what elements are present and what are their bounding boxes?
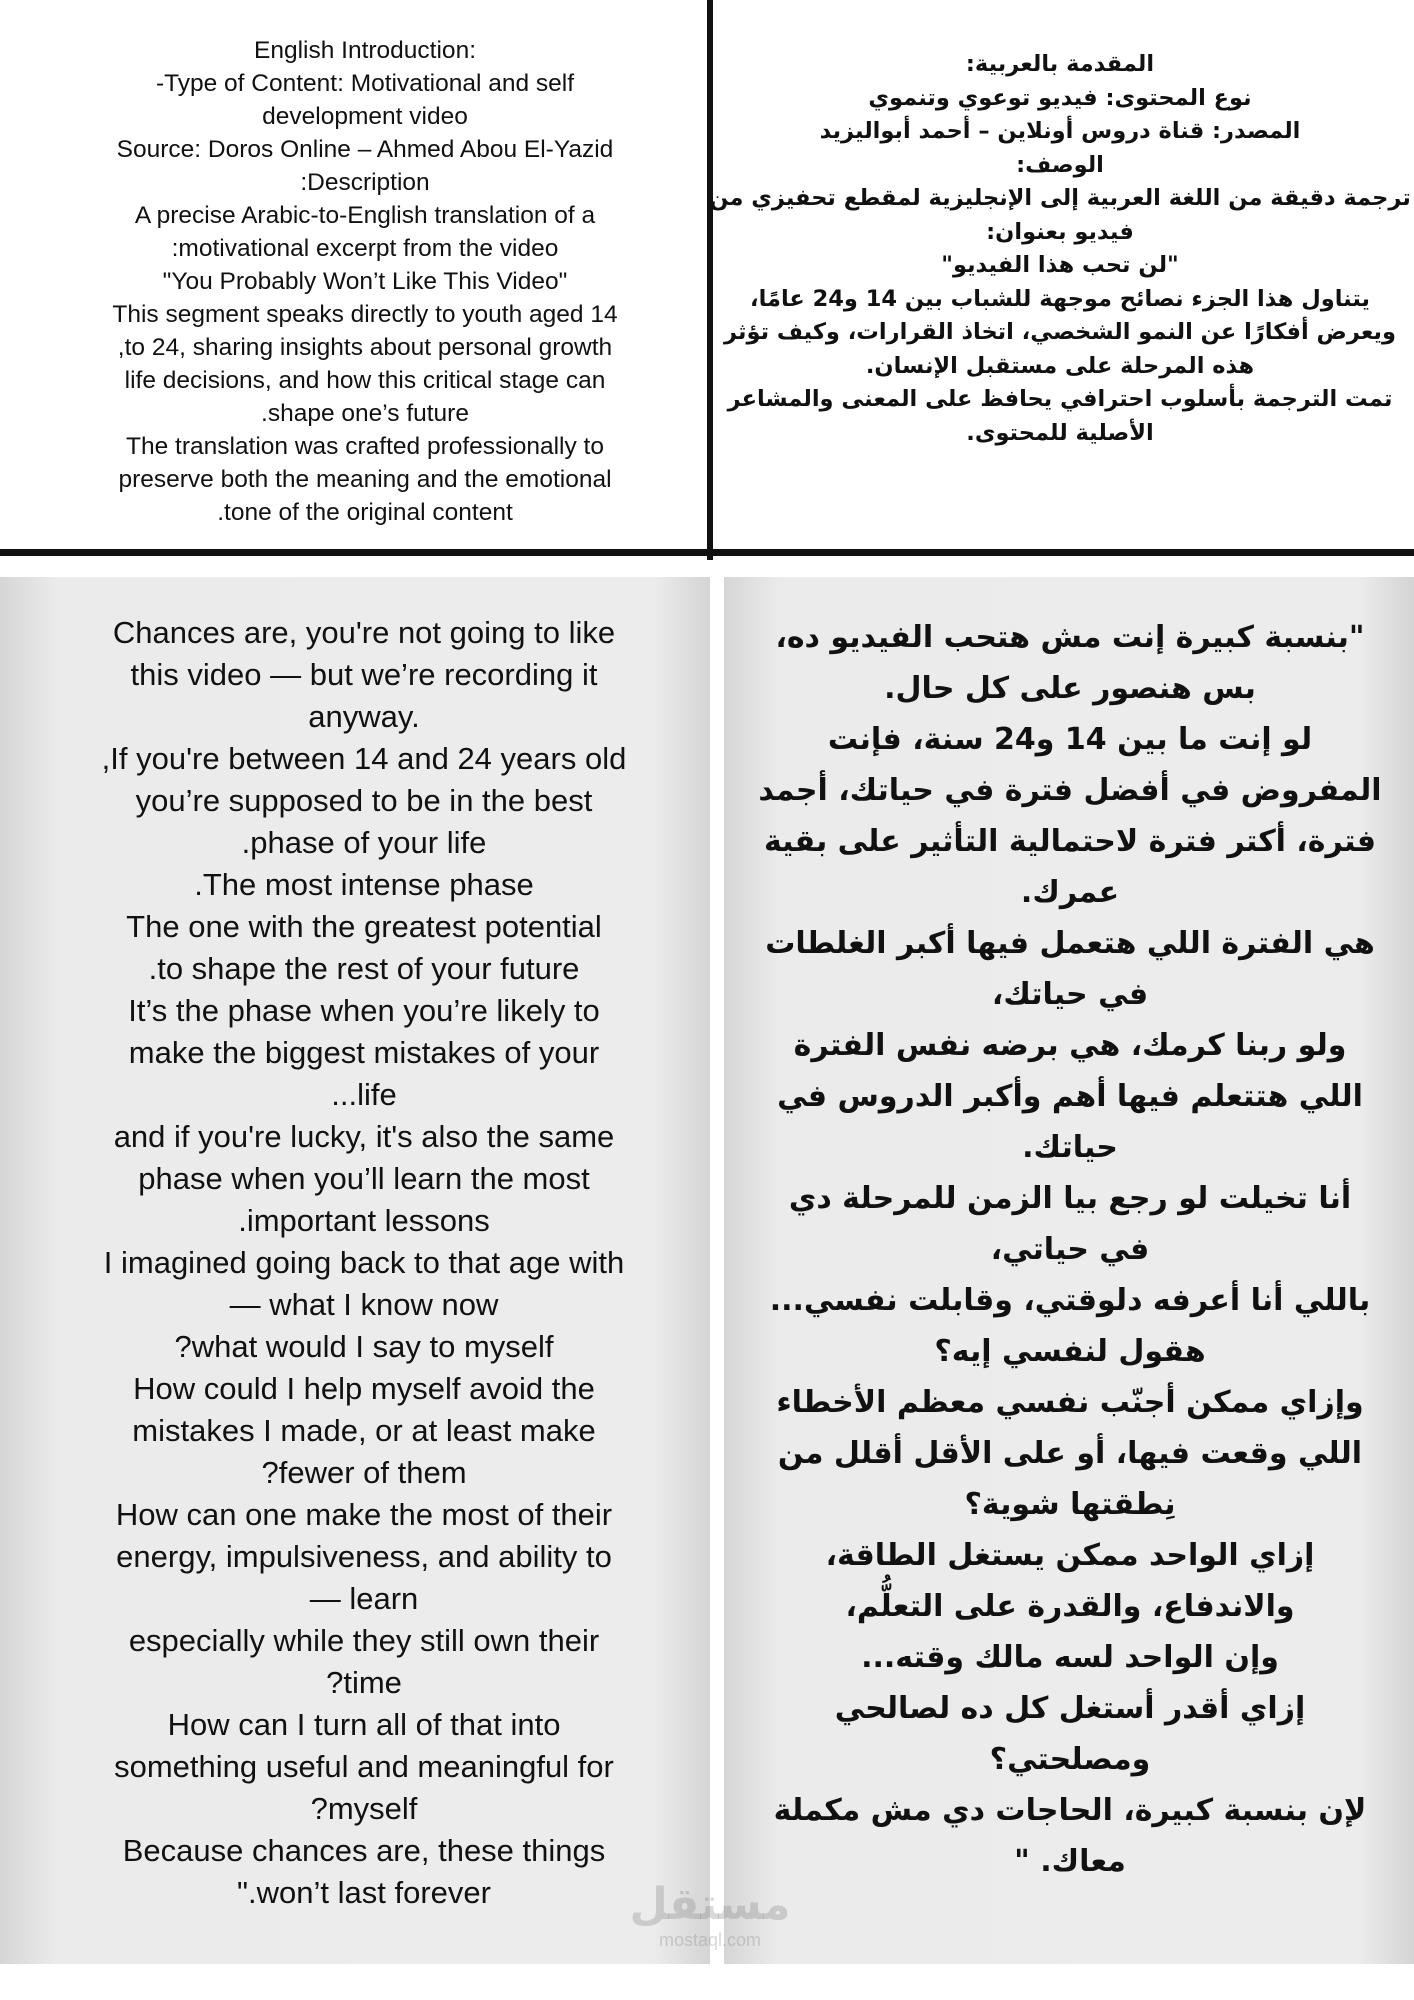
original-line: اللي وقعت فيها، أو على الأقل أقلل من — [777, 1436, 1363, 1471]
watermark-latin: mostaql.com — [658, 1930, 762, 1950]
intro-en-line: .shape one’s future — [261, 400, 469, 427]
intro-en-line: ,to 24, sharing insights about personal growth — [117, 334, 613, 361]
translation-line: ?time — [326, 1665, 402, 1700]
original-line: في حياتك، — [991, 977, 1149, 1012]
intro-ar-line: الأصلية للمحتوى. — [966, 419, 1154, 446]
original-line: باللي أنا أعرفه دلوقتي، وقابلت نفسي... — [769, 1283, 1371, 1318]
intro-en-line: A precise Arabic-to-English translation of a — [134, 202, 596, 229]
original-line: لو إنت ما بين 14 و24 سنة، فإنت — [827, 722, 1313, 757]
original-line: اللي هتتعلم فيها أهم وأكبر الدروس في — [777, 1079, 1363, 1114]
original-line: بس هنصور على كل حال. — [884, 671, 1256, 706]
translation-line: this video — but we’re recording it — [130, 657, 598, 692]
original-line: معاك. " — [1014, 1844, 1126, 1879]
translation-line: How could I help myself avoid the — [133, 1371, 595, 1406]
original-line: إزاي الواحد ممكن يستغل الطاقة، — [825, 1538, 1315, 1573]
intro-section — [0, 0, 1414, 560]
translation-line: — learn — [309, 1581, 419, 1616]
intro-en-line: life decisions, and how this critical stage can — [124, 367, 606, 394]
intro-ar-line: "لن تحب هذا الفيديو" — [941, 252, 1179, 278]
original-line: أنا تخيلت لو رجع بيا الزمن للمرحلة دي — [788, 1181, 1352, 1216]
translation-line: you’re supposed to be in the best — [135, 783, 593, 818]
translation-line: energy, impulsiveness, and ability to — [116, 1539, 612, 1574]
translation-line: especially while they still own their — [128, 1623, 600, 1658]
translation-line: Chances are, you're not going to like — [112, 615, 616, 650]
horizontal-divider — [0, 549, 1414, 556]
translation-line: .phase of your life — [241, 825, 487, 860]
intro-ar-line: يتناول هذا الجزء نصائح موجهة للشباب بين 14 و24 عامًا، — [750, 285, 1370, 312]
intro-en-line: :Description — [300, 169, 430, 196]
translation-line: The one with the greatest potential — [126, 909, 602, 944]
translation-line: How can one make the most of their — [115, 1497, 613, 1532]
translation-line: ?what would I say to myself — [174, 1329, 554, 1364]
intro-en-line: .tone of the original content — [217, 499, 513, 526]
intro-ar-line: ترجمة دقيقة من اللغة العربية إلى الإنجليزية لمقطع تحفيزي من — [709, 185, 1411, 211]
original-line: ولو ربنا كرمك، هي برضه نفس الفترة — [793, 1028, 1347, 1063]
original-line: وإن الواحد لسه مالك وقته... — [861, 1640, 1279, 1675]
translation-line: and if you're lucky, it's also the same — [113, 1119, 615, 1154]
intro-en-line: -Type of Content: Motivational and self — [155, 70, 575, 97]
translation-line: .to shape the rest of your future — [148, 951, 580, 986]
original-line: ومصلحتي؟ — [989, 1742, 1151, 1777]
intro-en-line: :motivational excerpt from the video — [171, 235, 559, 262]
original-line: هقول لنفسي إيه؟ — [934, 1334, 1206, 1369]
original-line: نِطقتها شوية؟ — [964, 1487, 1176, 1522]
intro-en-line: development video — [262, 103, 468, 130]
arabic-original — [740, 612, 1400, 1887]
original-line: "بنسبة كبيرة إنت مش هتحب الفيديو ده، — [775, 620, 1365, 655]
intro-ar-line: هذه المرحلة على مستقبل الإنسان. — [865, 352, 1255, 379]
original-line: وإزاي ممكن أجنّب نفسي معظم الأخطاء — [776, 1385, 1364, 1420]
english-translation — [40, 612, 688, 1914]
intro-ar-line: فيديو بعنوان: — [986, 218, 1134, 245]
watermark-arabic: مستقل — [629, 1879, 791, 1930]
translation-line: phase when you’ll learn the most — [138, 1161, 590, 1196]
translation-line: ...life — [331, 1077, 397, 1112]
intro-en-line: preserve both the meaning and the emotional — [118, 466, 612, 493]
translation-line: I imagined going back to that age with — [103, 1245, 625, 1280]
translation-line: .important lessons — [238, 1203, 490, 1238]
original-line: المفروض في أفضل فترة في حياتك، أجمد — [758, 773, 1382, 808]
intro-ar-line: ويعرض أفكارًا عن النمو الشخصي، اتخاذ القرارات، وكيف تؤثر — [724, 319, 1396, 345]
translation-line: ?fewer of them — [261, 1455, 467, 1490]
intro-en-line: "You Probably Won’t Like This Video" — [162, 268, 568, 295]
translation-line: Because chances are, these things — [122, 1833, 606, 1868]
intro-en-line: This segment speaks directly to youth aged 14 — [112, 301, 618, 328]
mostaql-watermark — [610, 1880, 810, 1950]
original-line: عمرك. — [1020, 875, 1120, 910]
original-line: هي الفترة اللي هتعمل فيها أكبر الغلطات — [765, 926, 1375, 961]
vertical-divider — [707, 0, 713, 560]
original-line: إزاي أقدر أستغل كل ده لصالحي — [834, 1691, 1306, 1726]
original-line: حياتك. — [1022, 1130, 1118, 1165]
translation-line: anyway. — [308, 699, 420, 734]
intro-en-line: The translation was crafted professionally to — [126, 433, 604, 460]
intro-ar-line: المصدر: قناة دروس أونلاين – أحمد أبواليزيد — [819, 118, 1301, 144]
intro-arabic — [709, 34, 1411, 450]
original-line: في حياتي، — [990, 1232, 1150, 1267]
intro-en-line: Source: Doros Online – Ahmed Abou El-Yazid — [116, 136, 614, 163]
translation-line: ".won’t last forever — [237, 1875, 491, 1910]
translation-line: How can I turn all of that into — [167, 1707, 561, 1742]
intro-ar-line: المقدمة بالعربية: — [965, 51, 1155, 77]
translation-line: ,If you're between 14 and 24 years old — [101, 741, 627, 776]
translation-line: something useful and meaningful for — [114, 1749, 614, 1784]
translation-line: .The most intense phase — [194, 867, 534, 902]
translation-line: — what I know now — [229, 1287, 499, 1322]
translation-line: mistakes I made, or at least make — [132, 1413, 596, 1448]
original-line: لإن بنسبة كبيرة، الحاجات دي مش مكملة — [773, 1793, 1367, 1828]
translation-line: ?myself — [310, 1791, 418, 1826]
intro-ar-line: الوصف: — [1016, 151, 1104, 178]
original-line: فترة، أكتر فترة لاحتمالية التأثير على بقية — [763, 824, 1377, 859]
intro-ar-line: تمت الترجمة بأسلوب احترافي يحافظ على المعنى والمشاعر — [727, 386, 1393, 412]
original-line: والاندفاع، والقدرة على التعلُّم، — [845, 1589, 1295, 1624]
intro-en-line: English Introduction: — [254, 37, 476, 64]
intro-ar-line: نوع المحتوى: فيديو توعوي وتنموي — [868, 84, 1252, 111]
intro-english — [60, 34, 670, 529]
translation-line: make the biggest mistakes of your — [128, 1035, 600, 1070]
translation-line: It’s the phase when you’re likely to — [128, 993, 600, 1028]
